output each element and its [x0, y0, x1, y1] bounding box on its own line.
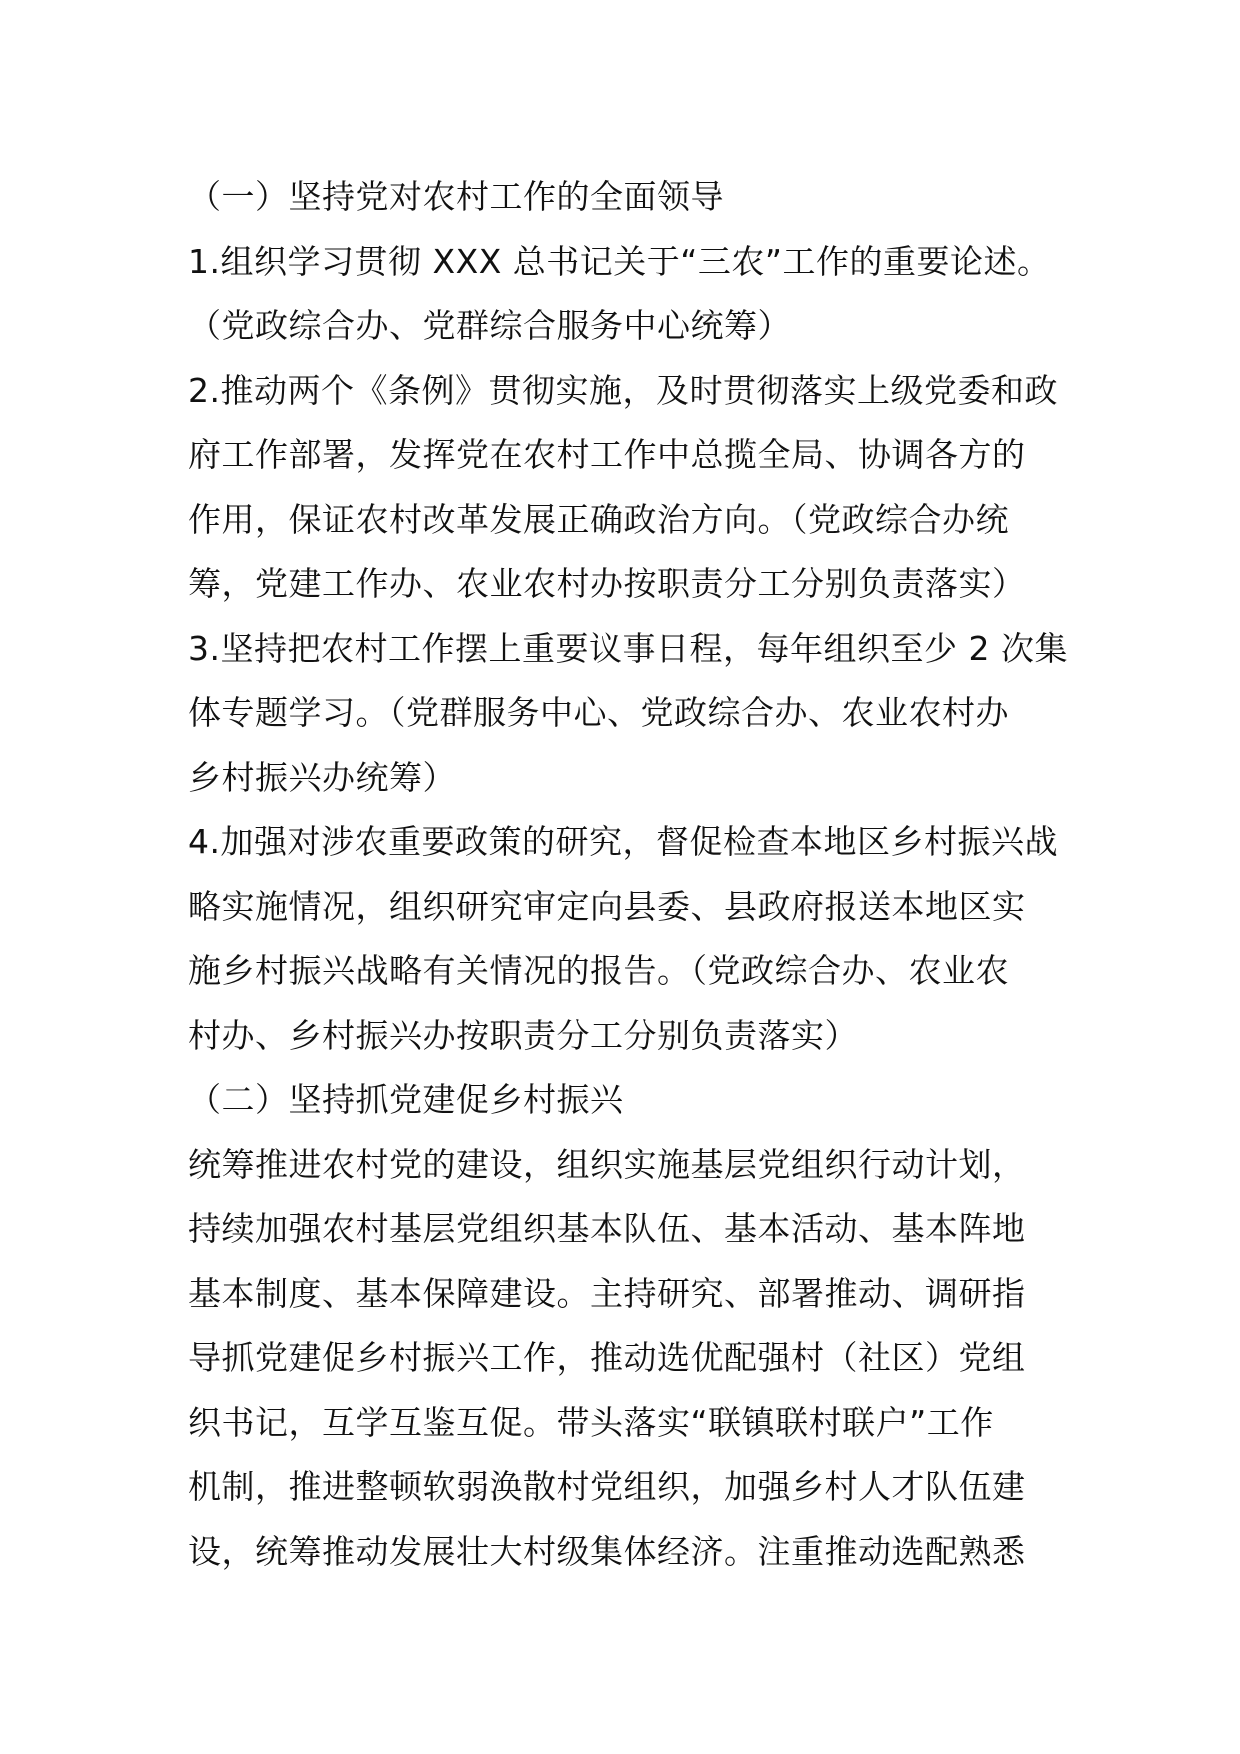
item-4-line-2: 略实施情况，组织研究审定向县委、县政府报送本地区实	[188, 886, 1026, 926]
paragraph-line-2: 持续加强农村基层党组织基本队伍、基本活动、基本阵地	[188, 1209, 1026, 1248]
item-4-line-3: 施乡村振兴战略有关情况的报告。（党政综合办、农业农	[188, 951, 1009, 990]
item-2-line-3: 作用，保证农村改革发展正确政治方向。（党政综合办统	[188, 499, 1009, 539]
item-1-line-1: 1.组织学习贯彻 XXX 总书记关于“三农”工作的重要论述。	[188, 241, 1051, 281]
item-2-line-4: 筹，党建工作办、农业农村办按职责分工分别负责落实）	[188, 564, 1026, 603]
section-heading-1: （一）坚持党对农村工作的全面领导	[188, 177, 724, 216]
paragraph-line-6: 机制，推进整顿软弱涣散村党组织，加强乡村人才队伍建	[188, 1467, 1026, 1506]
section-heading-2: （二）坚持抓党建促乡村振兴	[188, 1080, 624, 1119]
item-1-line-2: （党政综合办、党群综合服务中心统筹）	[188, 306, 791, 345]
item-2-line-2: 府工作部署，发挥党在农村工作中总揽全局、协调各方的	[188, 435, 1026, 474]
item-3-line-1: 3.坚持把农村工作摆上重要议事日程，每年组织至少 2 次集	[188, 628, 1068, 668]
item-4-line-4: 村办、乡村振兴办按职责分工分别负责落实）	[188, 1015, 858, 1055]
paragraph-line-1: 统筹推进农村党的建设，组织实施基层党组织行动计划，	[188, 1144, 1026, 1184]
paragraph-line-4: 导抓党建促乡村振兴工作，推动选优配强村（社区）党组	[188, 1338, 1026, 1377]
item-3-line-2: 体专题学习。（党群服务中心、党政综合办、农业农村办	[188, 693, 1009, 732]
item-4-line-1: 4.加强对涉农重要政策的研究，督促检查本地区乡村振兴战	[188, 822, 1058, 861]
paragraph-line-3: 基本制度、基本保障建设。主持研究、部署推动、调研指	[188, 1273, 1026, 1313]
item-2-line-1: 2.推动两个《条例》贯彻实施，及时贯彻落实上级党委和政	[188, 370, 1058, 410]
paragraph-line-7: 设，统筹推动发展壮大村级集体经济。注重推动选配熟悉	[188, 1531, 1026, 1571]
document-body	[188, 165, 1066, 1584]
item-3-line-3: 乡村振兴办统筹）	[188, 757, 456, 797]
paragraph-line-5: 织书记，互学互鉴互促。带头落实“联镇联村联户”工作	[188, 1402, 994, 1442]
